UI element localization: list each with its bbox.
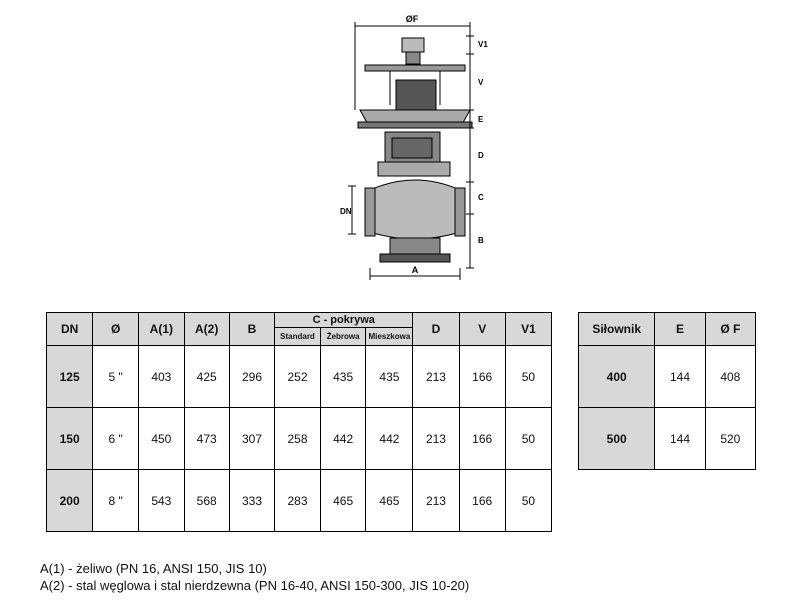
cell-dn: 200 [47, 470, 93, 532]
cell: 6 " [93, 408, 139, 470]
cell: 283 [275, 470, 321, 532]
col-e: E [655, 313, 705, 346]
col-a1: A(1) [139, 313, 184, 346]
actuator-table [578, 312, 756, 470]
cell: 568 [184, 470, 229, 532]
cell: 213 [413, 408, 459, 470]
table-row [47, 346, 552, 408]
dimensions-table [46, 312, 552, 532]
cell: 166 [459, 470, 505, 532]
cell: 465 [320, 470, 366, 532]
cell: 333 [229, 470, 274, 532]
cell: 435 [366, 346, 413, 408]
cell: 450 [139, 408, 184, 470]
table-row [47, 470, 552, 532]
dim-label-dn: DN [340, 207, 352, 216]
table-row [579, 346, 756, 408]
col-silownik: Siłownik [579, 313, 655, 346]
col-dn: DN [47, 313, 93, 346]
cell: 50 [505, 346, 551, 408]
valve-drawing [330, 10, 500, 285]
cell-silownik: 500 [579, 408, 655, 470]
cell: 296 [229, 346, 274, 408]
dim-label-d: D [478, 151, 484, 160]
dim-label-a: A [411, 265, 419, 275]
cell: 403 [139, 346, 184, 408]
dim-label-v1: V1 [478, 40, 488, 49]
dim-label-v: V [478, 78, 484, 87]
col-f: Ø F [705, 313, 755, 346]
dim-label-b: B [478, 236, 484, 245]
col-c-mieszkowa: Mieszkowa [366, 328, 413, 346]
cell: 520 [705, 408, 755, 470]
cell: 166 [459, 346, 505, 408]
cell: 425 [184, 346, 229, 408]
table-row [579, 408, 756, 470]
col-v1: V1 [505, 313, 551, 346]
col-c-zebrowa: Żebrowa [320, 328, 366, 346]
cell: 442 [320, 408, 366, 470]
footnote-a1: A(1) - żeliwo (PN 16, ANSI 150, JIS 10) [40, 561, 267, 576]
cell: 5 " [93, 346, 139, 408]
dim-label-f: ØF [405, 14, 419, 24]
table-row [47, 408, 552, 470]
col-c-standard: Standard [275, 328, 321, 346]
cell: 258 [275, 408, 321, 470]
cell: 144 [655, 346, 705, 408]
cell: 213 [413, 346, 459, 408]
cell: 166 [459, 408, 505, 470]
cell: 543 [139, 470, 184, 532]
cell: 465 [366, 470, 413, 532]
col-c-group: C - pokrywa [275, 313, 413, 328]
cell: 435 [320, 346, 366, 408]
col-diam: Ø [93, 313, 139, 346]
cell: 307 [229, 408, 274, 470]
footnotes [40, 560, 469, 594]
cell: 8 " [93, 470, 139, 532]
cell-silownik: 400 [579, 346, 655, 408]
cell: 442 [366, 408, 413, 470]
cell: 50 [505, 408, 551, 470]
cell: 473 [184, 408, 229, 470]
cell: 144 [655, 408, 705, 470]
dim-label-c: C [478, 193, 484, 202]
cell: 252 [275, 346, 321, 408]
col-a2: A(2) [184, 313, 229, 346]
col-v: V [459, 313, 505, 346]
dim-label-e: E [478, 115, 484, 124]
cell: 50 [505, 470, 551, 532]
cell: 213 [413, 470, 459, 532]
cell-dn: 125 [47, 346, 93, 408]
col-b: B [229, 313, 274, 346]
cell-dn: 150 [47, 408, 93, 470]
footnote-a2: A(2) - stal węglowa i stal nierdzewna (PN 16-40, ANSI 150-300, JIS 10-20) [40, 578, 470, 593]
cell: 408 [705, 346, 755, 408]
col-d: D [413, 313, 459, 346]
